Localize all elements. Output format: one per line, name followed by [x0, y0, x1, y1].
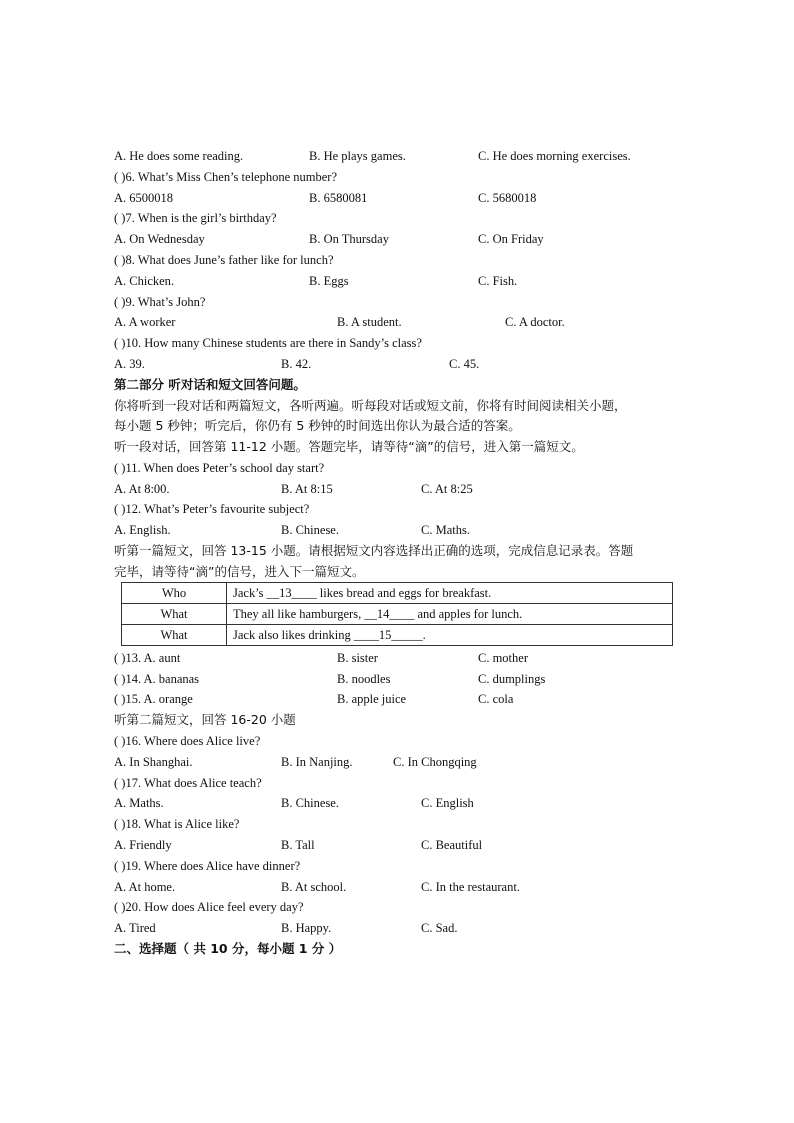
q6-option-b: B. 6580081 — [309, 191, 368, 205]
q6-option-a: A. 6500018 — [114, 191, 174, 205]
q7-option-c: C. On Friday — [478, 232, 544, 246]
q20-options — [114, 919, 674, 937]
q6-option-c: C. 5680018 — [478, 191, 537, 205]
table-value-cell: They all like hamburgers, __14____ and apples for lunch. — [227, 604, 673, 625]
q5-option-b: B. He plays games. — [309, 149, 406, 163]
q10-option-c: C. 45. — [449, 357, 480, 371]
q9-stem: ( )9. What’s John? — [114, 295, 206, 309]
table-key-cell: What — [122, 604, 227, 625]
q16-options — [114, 753, 674, 771]
table-row — [122, 625, 673, 646]
q13-stem-option-a: ( )13. A. aunt — [114, 651, 181, 665]
q16-option-a: A. In Shanghai. — [114, 755, 193, 769]
q13-option-c: C. mother — [478, 651, 528, 665]
dialog-intro: 听一段对话，回答第 11-12 小题。答题完毕，请等待“滴”的信号，进入第一篇短文。 — [114, 439, 584, 454]
q20-stem: ( )20. How does Alice feel every day? — [114, 900, 304, 914]
q7-option-a: A. On Wednesday — [114, 232, 205, 246]
q18-option-a: A. Friendly — [114, 838, 172, 852]
q12-option-a: A. English. — [114, 523, 171, 537]
table-value-cell: Jack also likes drinking ____15_____. — [227, 625, 673, 646]
q9-option-a: A. A worker — [114, 315, 176, 329]
q20-option-a: A. Tired — [114, 921, 156, 935]
q17-options — [114, 794, 674, 812]
q16-stem: ( )16. Where does Alice live? — [114, 734, 261, 748]
passage1-intro-line2: 完毕，请等待“滴”的信号，进入下一篇短文。 — [114, 564, 365, 579]
q8-stem: ( )8. What does June’s father like for lunch? — [114, 253, 334, 267]
q20-option-c: C. Sad. — [421, 921, 458, 935]
part2-intro-line2: 每小题 5 秒钟；听完后，你仍有 5 秒钟的时间选出你认为最合适的答案。 — [114, 418, 521, 433]
q19-stem: ( )19. Where does Alice have dinner? — [114, 859, 301, 873]
q5-option-c: C. He does morning exercises. — [478, 149, 631, 163]
q8-option-a: A. Chicken. — [114, 274, 175, 288]
passage2-intro: 听第二篇短文，回答 16-20 小题 — [114, 712, 296, 727]
q5-option-a: A. He does some reading. — [114, 149, 244, 163]
q19-option-a: A. At home. — [114, 880, 176, 894]
part2-intro-line1: 你将听到一段对话和两篇短文，各听两遍。听每段对话或短文前，你将有时间阅读相关小题， — [114, 398, 627, 413]
q18-stem: ( )18. What is Alice like? — [114, 817, 240, 831]
q14-option-c: C. dumplings — [478, 672, 546, 686]
q7-option-b: B. On Thursday — [309, 232, 389, 246]
q6-options — [114, 189, 674, 207]
table-key-cell: Who — [122, 583, 227, 604]
q7-stem: ( )7. When is the girl’s birthday? — [114, 211, 277, 225]
q10-options — [114, 355, 674, 373]
q9-option-b: B. A student. — [337, 315, 402, 329]
q11-option-c: C. At 8:25 — [421, 482, 473, 496]
q14-stem-option-a: ( )14. A. bananas — [114, 672, 200, 686]
q18-option-b: B. Tall — [281, 838, 315, 852]
q8-option-b: B. Eggs — [309, 274, 349, 288]
q15-stem-option-a: ( )15. A. orange — [114, 692, 193, 706]
q19-option-c: C. In the restaurant. — [421, 880, 520, 894]
q19-option-b: B. At school. — [281, 880, 347, 894]
table-value-cell: Jack’s __13____ likes bread and eggs for breakfast. — [227, 583, 673, 604]
q13-option-b: B. sister — [337, 651, 378, 665]
q8-option-c: C. Fish. — [478, 274, 518, 288]
q9-options — [114, 313, 674, 331]
table-row — [122, 583, 673, 604]
q10-stem: ( )10. How many Chinese students are there in Sandy’s class? — [114, 336, 422, 350]
q7-options — [114, 230, 674, 248]
q11-options — [114, 480, 674, 498]
q11-option-b: B. At 8:15 — [281, 482, 333, 496]
q19-options — [114, 878, 674, 896]
q12-option-b: B. Chinese. — [281, 523, 339, 537]
q16-option-c: C. In Chongqing — [393, 755, 477, 769]
q14-row — [114, 670, 674, 688]
q17-option-a: A. Maths. — [114, 796, 164, 810]
q16-option-b: B. In Nanjing. — [281, 755, 353, 769]
q12-option-c: C. Maths. — [421, 523, 470, 537]
q11-stem: ( )11. When does Peter’s school day start? — [114, 461, 325, 475]
q17-option-c: C. English — [421, 796, 474, 810]
part2-heading: 第二部分 听对话和短文回答问题。 — [114, 377, 306, 392]
table-row — [122, 604, 673, 625]
q10-option-a: A. 39. — [114, 357, 145, 371]
q6-stem: ( )6. What’s Miss Chen’s telephone number? — [114, 170, 337, 184]
q14-option-b: B. noodles — [337, 672, 391, 686]
table-key-cell: What — [122, 625, 227, 646]
q13-row — [114, 649, 674, 667]
q20-option-b: B. Happy. — [281, 921, 332, 935]
section2-heading: 二、选择题（ 共 10 分，每小题 1 分 ） — [114, 941, 342, 956]
q10-option-b: B. 42. — [281, 357, 312, 371]
q8-options — [114, 272, 674, 290]
q18-options — [114, 836, 674, 854]
q18-option-c: C. Beautiful — [421, 838, 483, 852]
q12-options — [114, 521, 674, 539]
q15-option-c: C. cola — [478, 692, 514, 706]
q17-stem: ( )17. What does Alice teach? — [114, 776, 262, 790]
q11-option-a: A. At 8:00. — [114, 482, 170, 496]
q5-options — [114, 147, 674, 165]
info-record-table — [121, 582, 673, 646]
q15-option-b: B. apple juice — [337, 692, 407, 706]
q9-option-c: C. A doctor. — [505, 315, 565, 329]
q12-stem: ( )12. What’s Peter’s favourite subject? — [114, 502, 310, 516]
q17-option-b: B. Chinese. — [281, 796, 339, 810]
passage1-intro-line1: 听第一篇短文，回答 13-15 小题。请根据短文内容选择出正确的选项，完成信息记录表。答题 — [114, 543, 634, 558]
q15-row — [114, 690, 674, 708]
